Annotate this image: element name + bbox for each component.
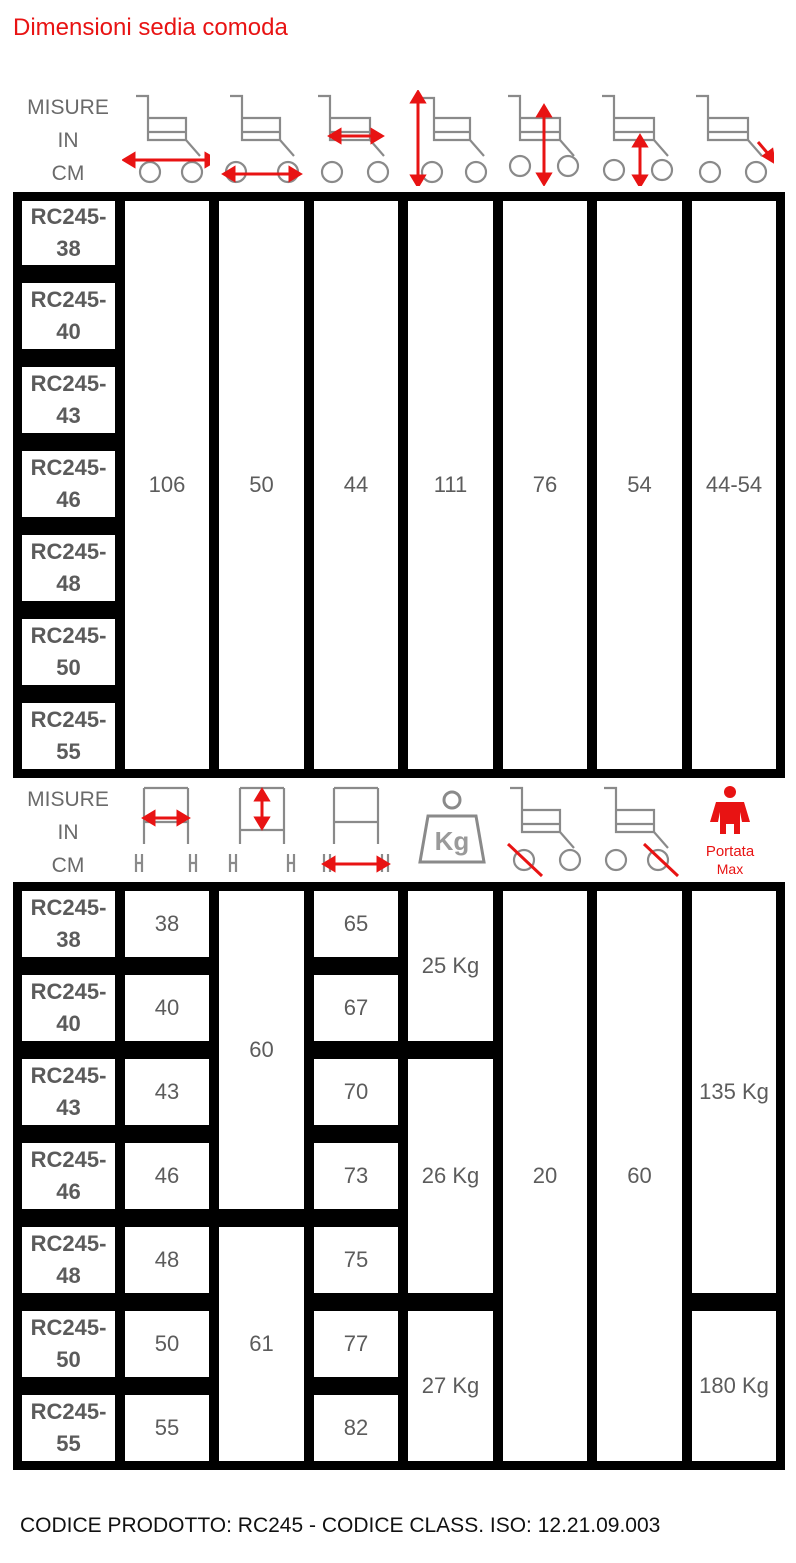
weight-kg-icon xyxy=(404,782,492,878)
wheelchair-overall-length-icon xyxy=(122,90,210,186)
page-title: Dimensioni sedia comoda xyxy=(13,14,288,41)
svg-text:Max: Max xyxy=(716,861,744,877)
overall-width-icon xyxy=(310,782,398,878)
armrest-height-icon xyxy=(686,90,774,186)
model-cell: RC245- 46 xyxy=(22,1143,115,1209)
svg-text:Kg: Kg xyxy=(434,826,470,856)
weight-value: 27 Kg xyxy=(408,1311,493,1461)
frame-height-value: 60 xyxy=(219,891,304,1209)
max-load-value: 135 Kg xyxy=(692,891,776,1293)
seat-width-value: 40 xyxy=(125,975,209,1041)
model-cell: RC245- 55 xyxy=(22,703,115,769)
overall-length-value: 106 xyxy=(125,201,209,769)
seat-width-value: 48 xyxy=(125,1227,209,1293)
overall-width-value: 73 xyxy=(314,1143,398,1209)
seat-width-value: 50 xyxy=(125,1311,209,1377)
overall-width-value: 77 xyxy=(314,1311,398,1377)
dimensions-table-2 xyxy=(13,882,785,1470)
dimensions-table-1 xyxy=(13,192,785,778)
model-cell: RC245- 46 xyxy=(22,451,115,517)
icon-row-2 xyxy=(0,780,796,880)
icon-row-1 xyxy=(0,88,796,188)
overall-height-icon xyxy=(404,90,492,186)
seat-width-value: 38 xyxy=(125,891,209,957)
backrest-height-value: 76 xyxy=(503,201,587,769)
overall-width-value: 70 xyxy=(314,1059,398,1125)
overall-width-value: 65 xyxy=(314,891,398,957)
max-load-value: 180 Kg xyxy=(692,1311,776,1461)
measure-unit-label: MISURE IN CM xyxy=(27,788,109,877)
wheelbase-value: 50 xyxy=(219,201,304,769)
seat-depth-icon xyxy=(310,90,398,186)
model-cell: RC245- 43 xyxy=(22,367,115,433)
seat-height-icon xyxy=(592,90,680,186)
seat-width-value: 43 xyxy=(125,1059,209,1125)
overall-height-value: 111 xyxy=(408,201,493,769)
frame-height-value: 61 xyxy=(219,1227,304,1461)
model-cell: RC245- 40 xyxy=(22,975,115,1041)
model-cell: RC245- 48 xyxy=(22,535,115,601)
seat-width-value: 46 xyxy=(125,1143,209,1209)
model-cell: RC245- 55 xyxy=(22,1395,115,1461)
seat-height-value: 54 xyxy=(597,201,682,769)
seat-depth-value: 44 xyxy=(314,201,398,769)
model-cell: RC245- 50 xyxy=(22,1311,115,1377)
overall-width-value: 75 xyxy=(314,1227,398,1293)
model-cell: RC245- 48 xyxy=(22,1227,115,1293)
weight-value: 25 Kg xyxy=(408,891,493,1041)
model-cell: RC245- 38 xyxy=(22,201,115,265)
model-cell: RC245- 38 xyxy=(22,891,115,957)
overall-width-value: 82 xyxy=(314,1395,398,1461)
measure-unit-label: MISURE IN CM xyxy=(27,96,109,185)
frame-height-icon xyxy=(216,782,304,878)
front-wheel-icon xyxy=(498,782,586,878)
max-load-person-icon xyxy=(686,782,774,878)
model-cell: RC245- 50 xyxy=(22,619,115,685)
model-cell: RC245- 43 xyxy=(22,1059,115,1125)
seat-width-icon xyxy=(122,782,210,878)
backrest-height-icon xyxy=(498,90,586,186)
product-code-footer: CODICE PRODOTTO: RC245 - CODICE CLASS. ISO: 12.21.09.003 xyxy=(20,1514,661,1537)
front-wheel-value: 20 xyxy=(503,891,587,1461)
overall-width-value: 67 xyxy=(314,975,398,1041)
armrest-height-value: 44-54 xyxy=(692,201,776,769)
wheelchair-wheelbase-icon xyxy=(216,90,304,186)
weight-value: 26 Kg xyxy=(408,1059,493,1293)
model-cell: RC245- 40 xyxy=(22,283,115,349)
rear-wheel-icon xyxy=(592,782,680,878)
svg-text:Portata: Portata xyxy=(705,843,755,860)
rear-wheel-value: 60 xyxy=(597,891,682,1461)
seat-width-value: 55 xyxy=(125,1395,209,1461)
